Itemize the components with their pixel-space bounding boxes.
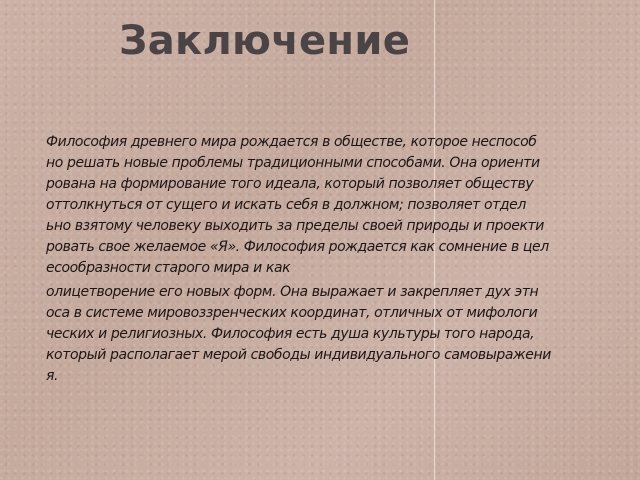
slide-body-text (46, 132, 624, 387)
body-line: Философия древнего мира рождается в обществе, которое неспособ (46, 134, 537, 150)
body-line: ческих и религиозных. Философия есть душа культуры того народа, (46, 326, 535, 342)
body-line: я. (46, 368, 59, 384)
body-line: оса в системе мировоззренческих координат, отличных от мифологи (46, 305, 538, 321)
body-line: есообразности старого мира и как (46, 260, 291, 276)
body-line: который располагает мерой свободы индивидуального самовыражени (46, 347, 551, 363)
body-line: оттолкнуться от сущего и искать себя в должном; позволяет отдел (46, 197, 526, 213)
body-line: ьно взятому человеку выходить за пределы своей природы и проекти (46, 218, 544, 234)
body-line: рована на формирование того идеала, который позволяет обществу (46, 176, 534, 192)
body-line: ровать свое желаемое «Я». Философия рождается как сомнение в цел (46, 239, 549, 255)
slide-title: Заключение (119, 18, 411, 64)
body-line: но решать новые проблемы традиционными способами. Она ориенти (46, 155, 540, 171)
body-line: олицетворение его новых форм. Она выражает и закрепляет дух этн (46, 284, 539, 300)
